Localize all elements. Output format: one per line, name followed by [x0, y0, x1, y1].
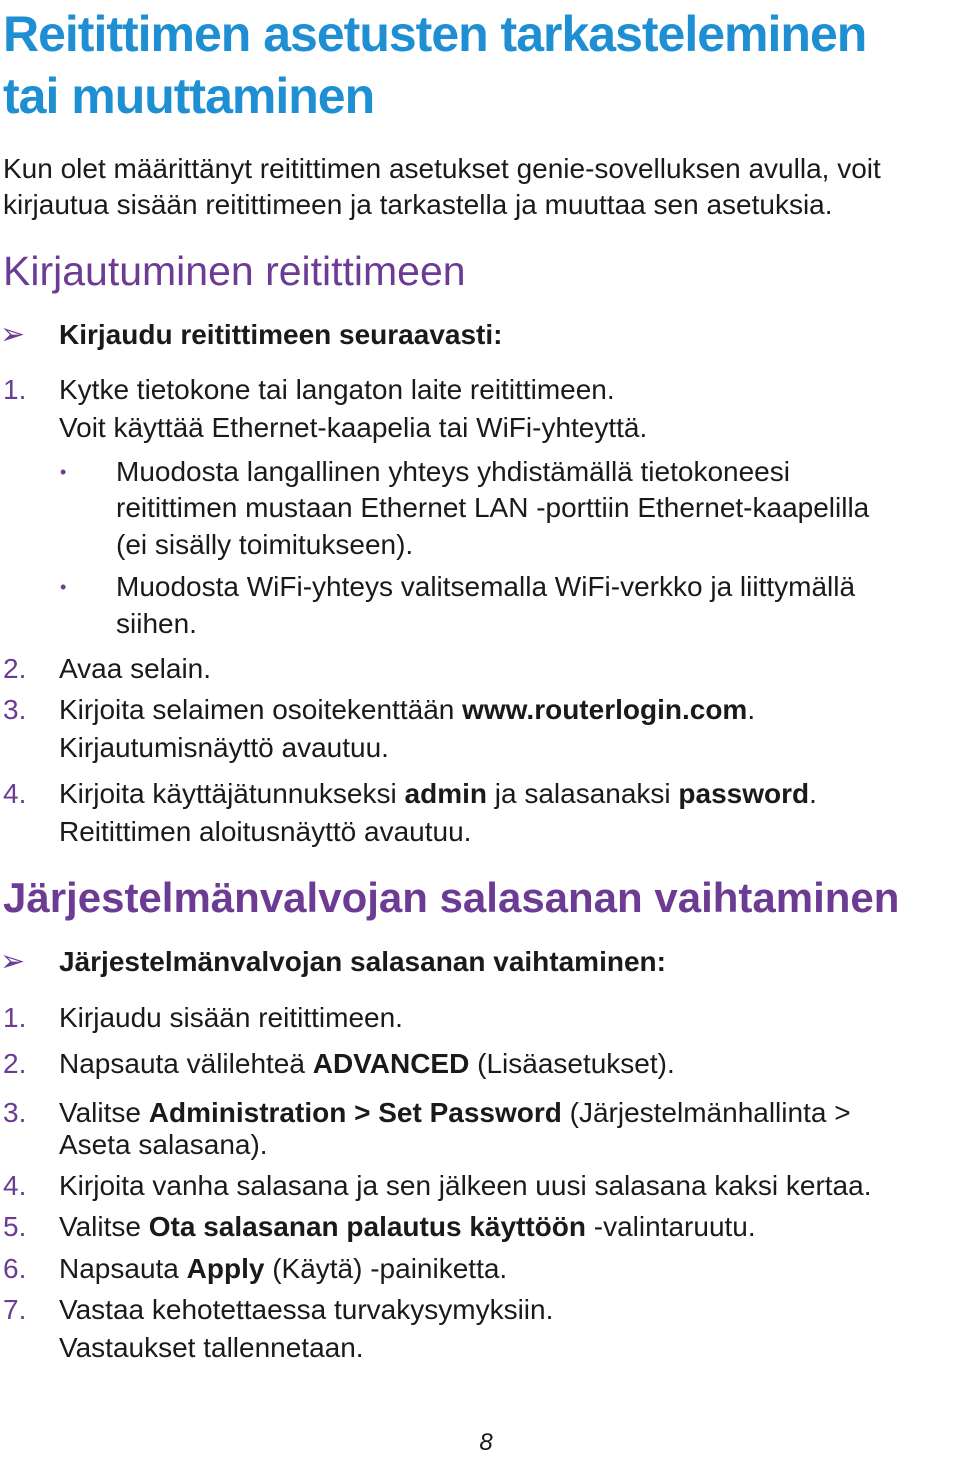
step-text-part: Valitse	[59, 1097, 149, 1128]
arrow-icon: ➢	[0, 945, 26, 978]
step-text: Reitittimen aloitusnäyttö avautuu.	[59, 816, 472, 847]
step-text: Avaa selain.	[59, 653, 212, 684]
step-text: Vastaa kehotettaessa turvakysymyksiin.	[59, 1294, 554, 1325]
step-text-part: (Käytä) -painiketta.	[264, 1253, 508, 1284]
step-number: 4.	[3, 778, 27, 809]
step-text	[59, 1251, 507, 1287]
step-text-part: (Järjestelmänhallinta >	[561, 1097, 851, 1128]
section-heading-password: Järjestelmänvalvojan salasanan vaihtaminen	[3, 874, 900, 921]
step-number: 1.	[3, 374, 27, 405]
step-number: 5.	[3, 1211, 27, 1242]
username-value: admin	[404, 778, 487, 809]
step-text: Kirjautumisnäyttö avautuu.	[59, 732, 389, 763]
password-value: password	[678, 778, 810, 809]
bullet-text: (ei sisälly toimitukseen).	[116, 529, 414, 560]
step-number: 2.	[3, 653, 27, 684]
bullet-text: siihen.	[116, 608, 197, 639]
page-title-line2: tai muuttaminen	[3, 68, 375, 124]
step-text	[59, 692, 755, 728]
advanced-tab-label: ADVANCED	[312, 1048, 470, 1079]
step-text: Kytke tietokone tai langaton laite reitittimeen.	[59, 374, 615, 405]
step-text: Kirjoita vanha salasana ja sen jälkeen uusi salasana kaksi kertaa.	[59, 1170, 872, 1201]
bullet-text: Muodosta WiFi-yhteys valitsemalla WiFi-verkko ja liittymällä	[116, 571, 856, 602]
subheading-login: Kirjaudu reitittimeen seuraavasti:	[59, 319, 503, 350]
step-number: 3.	[3, 694, 27, 725]
step-text-part: .	[747, 694, 756, 725]
step-number: 1.	[3, 1002, 27, 1033]
bullet-text: reitittimen mustaan Ethernet LAN -porttiin Ethernet-kaapelilla	[116, 492, 870, 523]
arrow-icon: ➢	[0, 318, 26, 351]
step-text-part: ja salasanaksi	[486, 778, 679, 809]
step-text: Aseta salasana).	[59, 1129, 268, 1160]
step-number: 3.	[3, 1097, 27, 1128]
step-text-part: (Lisäasetukset).	[469, 1048, 675, 1079]
step-number: 4.	[3, 1170, 27, 1201]
step-text-part: Kirjoita käyttäjätunnukseksi	[59, 778, 405, 809]
bullet-icon: •	[60, 462, 67, 482]
step-text-part: Kirjoita selaimen osoitekenttään	[59, 694, 463, 725]
step-text-part: Napsauta välilehteä	[59, 1048, 313, 1079]
step-text	[59, 776, 817, 812]
intro-line1: Kun olet määrittänyt reitittimen asetukset genie-sovelluksen avulla, voit	[3, 153, 881, 184]
step-text	[59, 1209, 756, 1245]
page-title-line1: Reitittimen asetusten tarkasteleminen	[3, 6, 867, 62]
step-text: Voit käyttää Ethernet-kaapelia tai WiFi-yhteyttä.	[59, 412, 648, 443]
step-text	[59, 1046, 675, 1082]
section-heading-login: Kirjautuminen reitittimeen	[3, 248, 466, 294]
step-text-part: .	[809, 778, 817, 809]
apply-button-label: Apply	[186, 1253, 265, 1284]
router-url: www.routerlogin.com	[462, 694, 748, 725]
intro-line2: kirjautua sisään reitittimeen ja tarkastella ja muuttaa sen asetuksia.	[3, 189, 833, 220]
step-number: 7.	[3, 1294, 27, 1325]
step-text: Kirjaudu sisään reitittimeen.	[59, 1002, 403, 1033]
step-text-part: Valitse	[59, 1211, 149, 1242]
step-text	[59, 1095, 851, 1131]
step-number: 2.	[3, 1048, 27, 1079]
step-text-part: Napsauta	[59, 1253, 187, 1284]
checkbox-label: Ota salasanan palautus käyttöön	[148, 1211, 586, 1242]
step-text: Vastaukset tallennetaan.	[59, 1332, 364, 1363]
subheading-password: Järjestelmänvalvojan salasanan vaihtaminen:	[59, 946, 666, 977]
step-text-part: -valintaruutu.	[586, 1211, 756, 1242]
menu-path-label: Administration > Set Password	[148, 1097, 562, 1128]
step-number: 6.	[3, 1253, 27, 1284]
bullet-icon: •	[60, 577, 67, 597]
page-number: 8	[479, 1429, 493, 1456]
bullet-text: Muodosta langallinen yhteys yhdistämällä tietokoneesi	[116, 456, 790, 487]
